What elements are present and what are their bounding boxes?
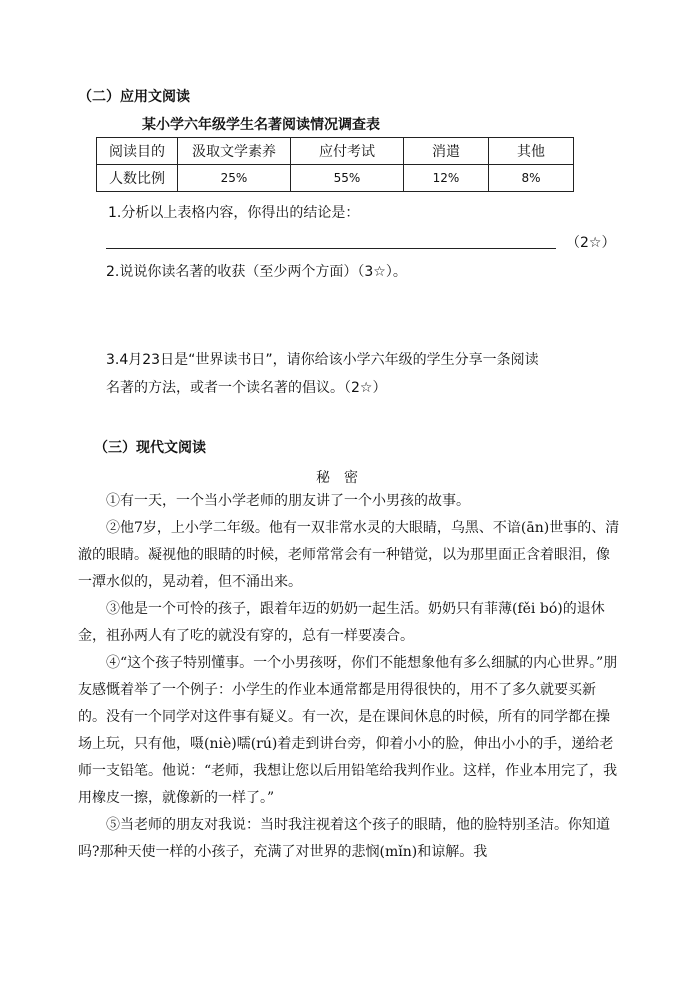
table-cell: 汲取文学素养 (178, 138, 291, 165)
question-1-score: （2☆） (566, 235, 616, 251)
article-body (78, 488, 623, 866)
table-cell: 消遣 (404, 138, 489, 165)
question-3-line-1: 3.4月23日是“世界读书日”，请你给该小学六年级的学生分享一条阅读 (106, 352, 539, 368)
paragraph: ④“这个孩子特别懂事。一个小男孩呀，你们不能想象他有多么细腻的内心世界。”朋友感慨着举了一个例子：小学生的作业本通常都是用得很快的，用不了多久就要买新的。没有一个同学对这件事有疑义。有一次，是在课间休息的时候，所有的同学都在操场上玩，只有他，嗫(niè)嚅(rú)着走到讲台旁，仰着小小的脸，伸出小小的手，递给老师一支铅笔。他说：“老师，我想让您以后用铅笔给我判作业。这样，作业本用完了，我用橡皮一擦，就像新的一样了。” (78, 655, 618, 806)
paragraph: ⑤当老师的朋友对我说：当时我注视着这个孩子的眼睛，他的脸特别圣洁。你知道吗?那种天使一样的小孩子，充满了对世界的悲悯(mǐn)和谅解。我 (78, 817, 610, 860)
paragraph: ①有一天，一个当小学老师的朋友讲了一个小男孩的故事。 (106, 493, 470, 509)
table-cell: 8% (489, 165, 574, 192)
table-cell: 55% (291, 165, 404, 192)
table-row (97, 165, 574, 192)
question-2: 2.说说你读名著的收获（至少两个方面）（3☆）。 (106, 264, 407, 280)
question-1: 1.分析以上表格内容，你得出的结论是： (108, 205, 360, 221)
table-cell: 阅读目的 (97, 138, 178, 165)
answer-line[interactable] (106, 248, 556, 249)
table-cell: 12% (404, 165, 489, 192)
table-cell: 25% (178, 165, 291, 192)
article-title: 秘 密 (316, 470, 358, 486)
table-cell: 其他 (489, 138, 574, 165)
table-title: 某小学六年级学生名著阅读情况调查表 (142, 117, 380, 133)
table-header-row (97, 138, 574, 165)
table-cell: 应付考试 (291, 138, 404, 165)
paragraph: ②他7岁，上小学二年级。他有一双非常水灵的大眼睛，乌黑、不谙(ān)世事的、清澈的眼睛。凝视他的眼睛的时候，老师常常会有一种错觉，以为那里面正含着眼泪，像一潭水似的，晃动着，但不涌出来。 (78, 520, 620, 590)
paragraph: ③他是一个可怜的孩子，跟着年迈的奶奶一起生活。奶奶只有菲薄(fěi bó)的退休金，祖孙两人有了吃的就没有穿的，总有一样要凑合。 (78, 601, 605, 644)
section-heading-applied-reading: （二）应用文阅读 (78, 89, 190, 105)
question-3-line-2: 名著的方法，或者一个读名著的倡议。（2☆） (106, 380, 387, 396)
table-cell: 人数比例 (97, 165, 178, 192)
section-heading-modern-reading: （三）现代文阅读 (94, 440, 206, 456)
survey-table (96, 137, 574, 192)
